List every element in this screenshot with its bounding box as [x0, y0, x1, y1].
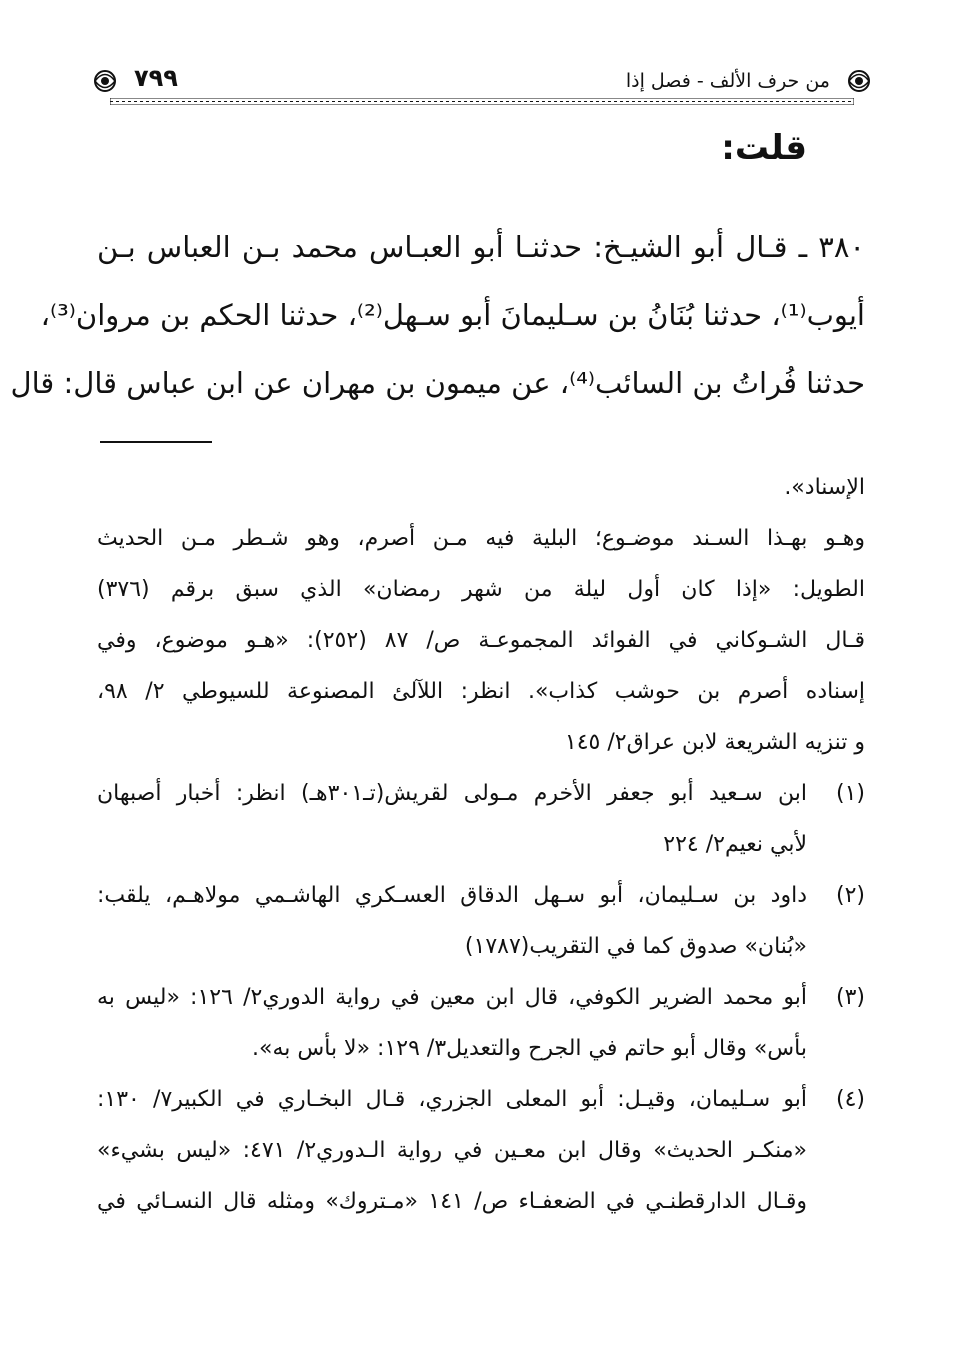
header-title: من حرف الألف - فصل إذا — [625, 70, 830, 92]
footnote-4 — [97, 1080, 865, 1233]
page-number: ٧٩٩ — [134, 64, 178, 92]
footnote-line: لأبي نعيم٢/ ٢٢٤ — [663, 832, 807, 857]
running-header — [98, 58, 866, 106]
continuation-line: و تنزيه الشريعة لابن عراق٢/ ١٤٥ — [564, 730, 865, 755]
ornament-icon — [90, 66, 120, 96]
continuation-line: الإسناد». — [784, 475, 865, 500]
footnote-line: أبو سـليمان، وقيـل: أبو المعلى الجزري، قـال البخـاري في الكبير٧/ ١٣٠: — [97, 1087, 807, 1112]
continuation-line: الطويل: «إذا كان أول ليلة من شهر رمضان» الذي سبق برقم (٣٧٦) — [97, 577, 865, 602]
footnote-line: «بُنان» صدوق كما في التقريب(١٧٨٧) — [464, 934, 807, 959]
text-line: أيوب⁽¹⁾، حدثنا بُنَانُ بن سـليمانَ أبو سـهل⁽²⁾، حدثنا الحكم بن مروان⁽³⁾، — [40, 298, 865, 332]
footnote-number: (٤) — [835, 1087, 865, 1112]
footnote-line: أبو محمد الضرير الكوفي، قال ابن معين في رواية الدوري٢/ ١٢٦: «ليس به — [97, 985, 808, 1010]
text-line: ٣٨٠ ـ قـال أبو الشيـخ: حدثنـا أبو العبـاس محمد بـن العباس بـن — [97, 230, 865, 264]
continuation-line: إسناده أصرم بن حوشب كذاب». انظر: اللآلئ المصنوعة للسيوطي ٢/ ٩٨، — [97, 679, 866, 704]
footnote-2 — [97, 876, 865, 978]
footnote-number: (٢) — [835, 883, 865, 908]
ornament-icon — [844, 66, 874, 96]
footnote-line: وقـال الدارقطنـي في الضعفـاء ص/ ١٤١ «مـتروك» ومثله قال النسـائي في — [97, 1189, 807, 1214]
footnote-line: «منكـر الحديث» وقال ابن معـين في رواية الـدوري٢/ ٤٧١: «ليس بشيء» — [97, 1138, 808, 1163]
footnotes — [97, 468, 865, 1233]
footnote-3 — [97, 978, 865, 1080]
text-line: حدثنا فُراتُ بن السائب⁽⁴⁾، عن ميمون بن مهران عن ابن عباس قال: قال — [10, 366, 865, 400]
continuation-line: قـال الشـوكاني في الفوائد المجموعـة ص/ ٨٧ (٢٥٢): «هـو موضوع، وفي — [97, 628, 866, 653]
footnote-1 — [97, 774, 865, 876]
footnote-number: (٣) — [835, 985, 865, 1010]
section-heading: قلت: — [721, 128, 807, 168]
footnote-line: ابن سـعيد أبو جعفر الأخرم مـولى لقريش(تـ٣٠١هـ) انظر: أخبار أصبهان — [97, 781, 807, 806]
footnote-line: بأس» وقال أبو حاتم في الجرح والتعديل٣/ ١٢٩: «لا بأس به». — [252, 1036, 807, 1061]
footnote-number: (١) — [835, 781, 865, 806]
continuation-line: وهـو بهـذا السـند موضـوع؛ البلية فيه مـن أصرم، وهو شـطر مـن الحديث — [97, 526, 865, 551]
footnote-separator — [100, 441, 212, 443]
footnote-line: داود بن سـليمان، أبو سـهل الدقاق العسـكري الهاشـمي مولاهـم، يلقب: — [97, 883, 807, 908]
main-text — [10, 222, 865, 426]
header-rule — [110, 98, 854, 105]
